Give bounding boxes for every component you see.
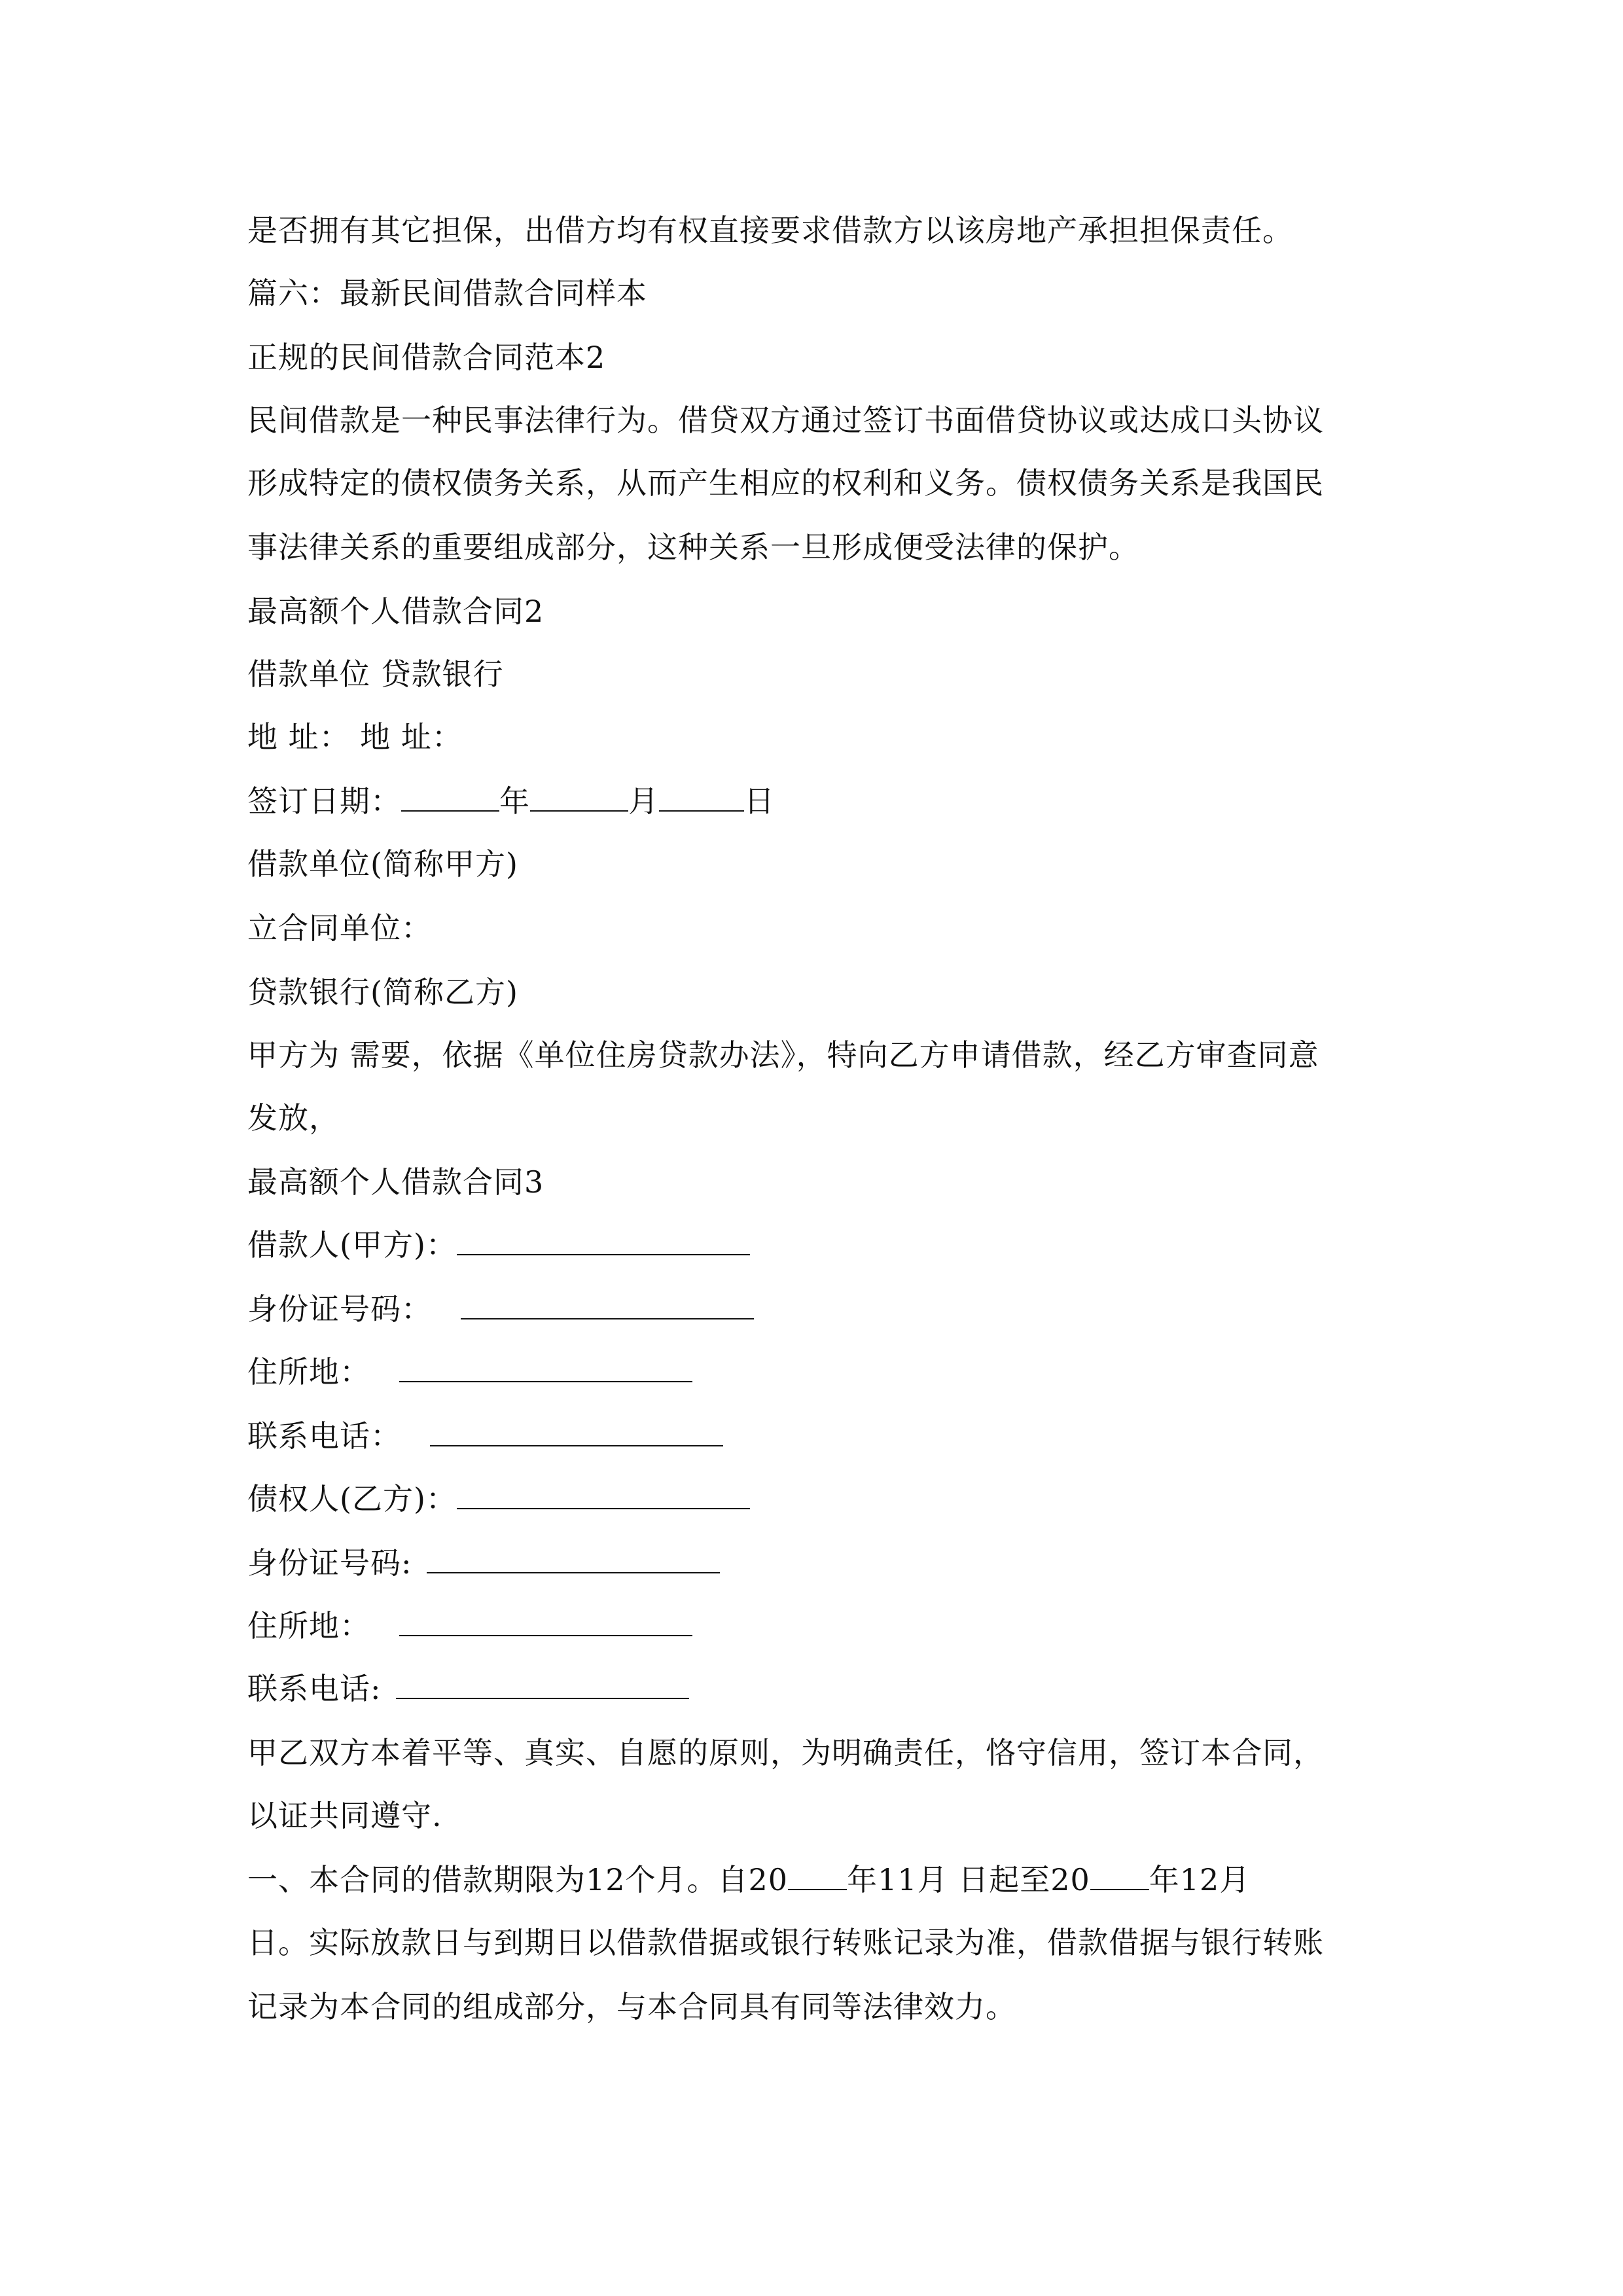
field-label: 住所地： (247, 1354, 370, 1390)
form-field-row (247, 1225, 1425, 1265)
paragraph-line: 日。实际放款日与到期日以借款借据或银行转账记录为准，借款借据与银行转账 (247, 1925, 1324, 1960)
paragraph-line: 甲方为 需要，依据《单位住房贷款办法》，特向乙方申请借款，经乙方审查同意 (247, 1037, 1319, 1073)
sign-date-label: 签订日期： (247, 783, 401, 819)
field-label: 债权人(乙方)： (247, 1481, 457, 1516)
field-blank (399, 1352, 692, 1382)
paragraph-line: 借款单位 贷款银行 (247, 656, 504, 692)
term-clause-part: 年11月 日起至20 (847, 1862, 1090, 1897)
term-clause-part: 年12月 (1149, 1862, 1251, 1897)
field-label: 借款人(甲方)： (247, 1227, 457, 1263)
field-blank (396, 1669, 689, 1699)
paragraph-line: 发放， (247, 1100, 340, 1136)
paragraph-line: 是否拥有其它担保，出借方均有权直接要求借款方以该房地产承担担保责任。 (247, 213, 1293, 248)
sign-date-line (247, 781, 1425, 821)
field-label: 住所地： (247, 1608, 370, 1643)
paragraph-line: 地 址： 地 址： (247, 719, 463, 755)
paragraph-line: 贷款银行(简称乙方) (247, 975, 518, 1010)
field-blank (461, 1289, 754, 1319)
day-label: 日 (744, 783, 775, 819)
form-field-row (247, 1416, 1425, 1456)
paragraph-line: 事法律关系的重要组成部分，这种关系一旦形成便受法律的保护。 (247, 529, 1139, 565)
month-blank (530, 781, 628, 812)
field-blank (457, 1225, 750, 1255)
field-label: 联系电话： (247, 1418, 401, 1454)
year-blank (1090, 1860, 1149, 1890)
day-blank (659, 781, 744, 812)
field-blank (430, 1416, 723, 1446)
paragraph-line: 借款单位(简称甲方) (247, 846, 518, 882)
form-field-row (247, 1669, 1425, 1708)
paragraph-line: 形成特定的债权债务关系，从而产生相应的权利和义务。债权债务关系是我国民 (247, 465, 1324, 501)
form-field-row (247, 1352, 1425, 1391)
year-label: 年 (499, 783, 530, 819)
paragraph-line: 甲乙双方本着平等、真实、自愿的原则，为明确责任，恪守信用，签订本合同， (247, 1735, 1324, 1770)
field-blank (399, 1606, 692, 1636)
section-heading: 篇六：最新民间借款合同样本 (247, 276, 647, 311)
field-label: 身份证号码: (247, 1545, 412, 1581)
field-blank (457, 1479, 750, 1509)
form-field-row (247, 1479, 1425, 1518)
section-heading: 最高额个人借款合同2 (247, 594, 544, 629)
section-heading: 最高额个人借款合同3 (247, 1164, 544, 1200)
term-clause-part: 一、本合同的借款期限为12个月。自20 (247, 1862, 789, 1897)
year-blank (788, 1860, 847, 1890)
form-field-row (247, 1289, 1425, 1329)
field-label: 联系电话: (247, 1671, 382, 1706)
paragraph-line: 立合同单位： (247, 910, 432, 946)
paragraph-line: 民间借款是一种民事法律行为。借贷双方通过签订书面借贷协议或达成口头协议 (247, 403, 1324, 438)
year-blank (401, 781, 499, 812)
form-field-row (247, 1606, 1425, 1645)
field-blank (427, 1543, 720, 1573)
term-clause-line (247, 1860, 1425, 1899)
paragraph-line: 以证共同遵守. (247, 1798, 442, 1833)
paragraph-line: 记录为本合同的组成部分，与本合同具有同等法律效力。 (247, 1989, 1016, 2024)
form-field-row (247, 1543, 1425, 1583)
month-label: 月 (628, 783, 659, 819)
section-heading: 正规的民间借款合同范本2 (247, 340, 606, 375)
field-label: 身份证号码： (247, 1291, 432, 1327)
